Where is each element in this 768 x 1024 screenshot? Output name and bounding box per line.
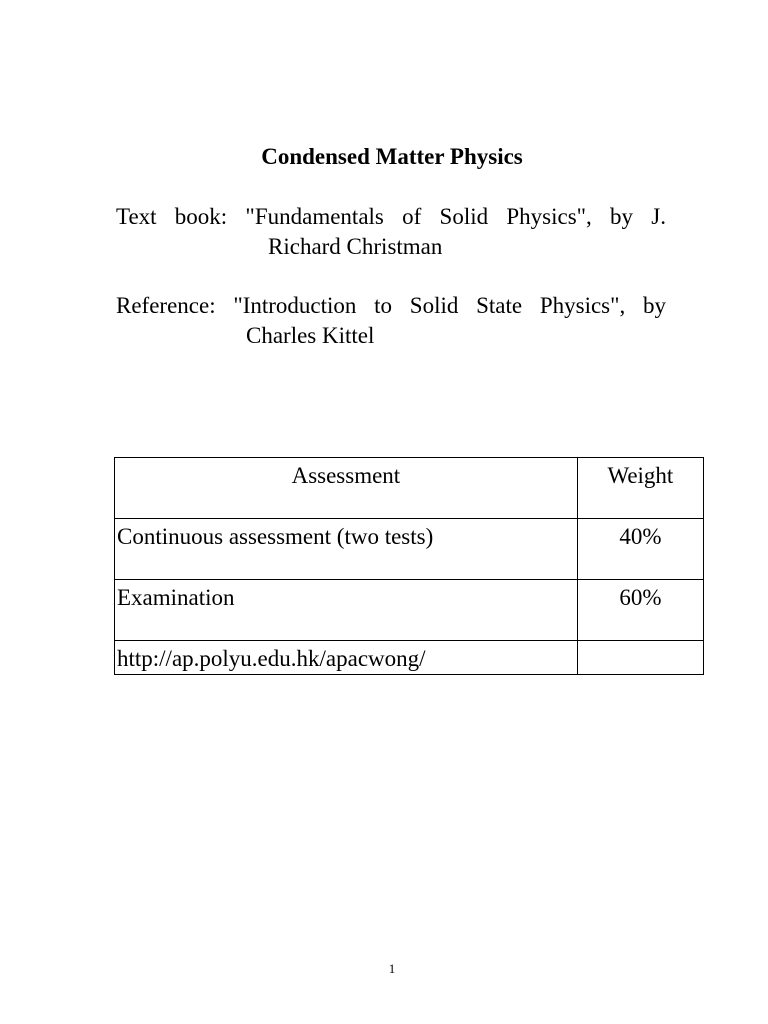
assessment-cell: Examination [115, 580, 578, 641]
reference-line-1: Reference: "Introduction to Solid State Physics", by [116, 293, 666, 318]
weight-cell-empty [577, 641, 703, 675]
textbook-line-1: Text book: "Fundamentals of Solid Physics", by J. [116, 204, 666, 229]
table-row [115, 580, 704, 641]
table-row [115, 641, 704, 675]
textbook-line-2: Richard Christman [268, 234, 443, 259]
weight-cell: 40% [577, 519, 703, 580]
header-assessment: Assessment [115, 458, 578, 519]
assessment-table [114, 457, 704, 675]
table-row [115, 519, 704, 580]
table-header-row [115, 458, 704, 519]
reference-citation [116, 291, 666, 351]
document-title: Condensed Matter Physics [261, 144, 523, 169]
header-weight: Weight [577, 458, 703, 519]
textbook-citation [116, 202, 666, 262]
weight-cell: 60% [577, 580, 703, 641]
reference-line-2: Charles Kittel [246, 323, 375, 348]
assessment-cell: Continuous assessment (two tests) [115, 519, 578, 580]
page-number: 1 [388, 961, 396, 976]
url-cell: http://ap.polyu.edu.hk/apacwong/ [115, 641, 578, 675]
